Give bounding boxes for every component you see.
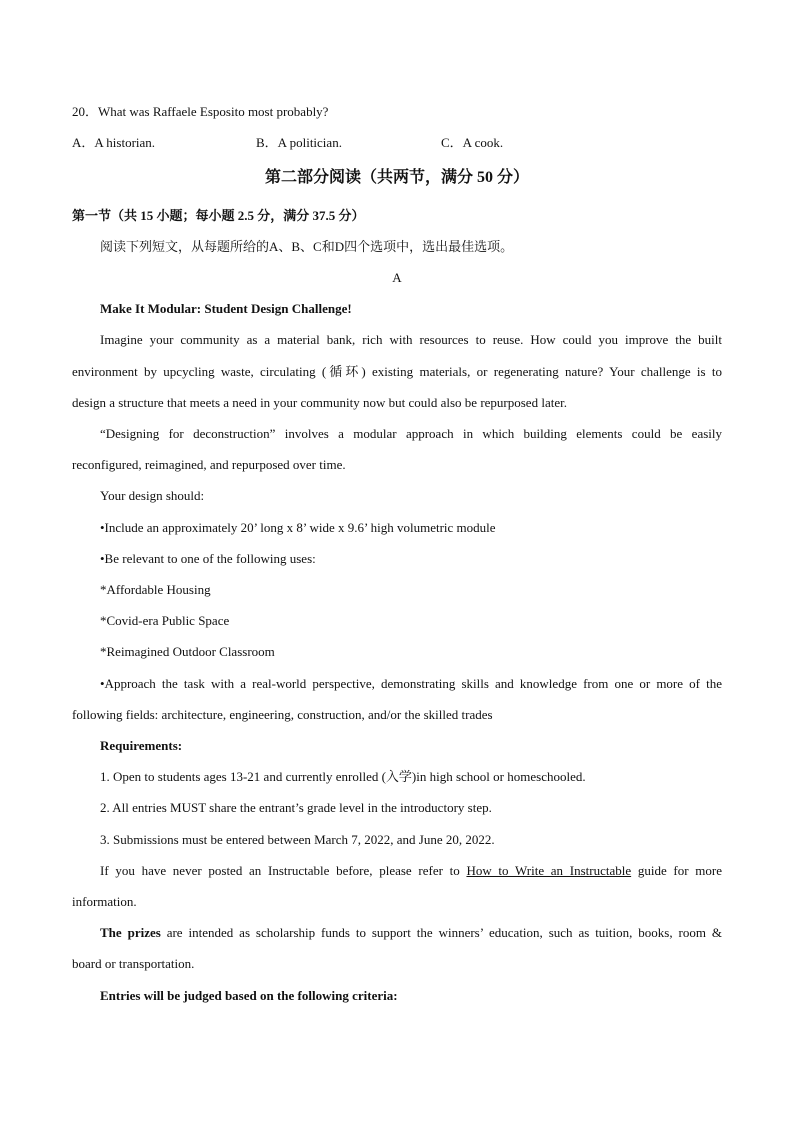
requirements-heading: Requirements: — [100, 738, 183, 753]
bullet-approach-line-1: •Approach the task with a real-world perspective, demonstrating skills and knowledge from one or more of the — [100, 676, 722, 691]
info-line-2: information. — [72, 894, 137, 909]
use-outdoor-classroom: *Reimagined Outdoor Classroom — [100, 644, 275, 659]
reading-instructions: 阅读下列短文，从每题所给的A、B、C和D四个选项中，选出最佳选项。 — [100, 239, 514, 254]
paragraph-1-line-1: Imagine your community as a material bank, rich with resources to reuse. How could you improve the built — [100, 332, 722, 347]
bullet-approach-line-2: following fields: architecture, engineering, construction, and/or the skilled trades — [72, 707, 493, 722]
section-one-title: 第一节（共 15 小题；每小题 2.5 分，满分 37.5 分） — [72, 208, 365, 223]
question-20-stem: 20．What was Raffaele Esposito most probably? — [72, 104, 329, 119]
how-to-write-instructable-link[interactable]: How to Write an Instructable — [466, 863, 632, 878]
info-text-after: guide for more — [631, 863, 722, 878]
paragraph-2-line-2: reconfigured, reimagined, and repurposed over time. — [72, 457, 346, 472]
info-text-before: If you have never posted an Instructable before, please refer to — [100, 863, 467, 878]
bullet-relevant-uses: •Be relevant to one of the following uses: — [100, 551, 316, 566]
prizes-line-2: board or transportation. — [72, 956, 195, 971]
prizes-line-1 — [72, 925, 722, 941]
info-line-1 — [72, 863, 722, 879]
passage-label: A — [392, 270, 402, 285]
passage-title: Make It Modular: Student Design Challenge! — [100, 301, 352, 316]
option-b: B．A politician. — [256, 135, 342, 150]
option-a: A．A historian. — [72, 135, 156, 150]
paragraph-1-line-3: design a structure that meets a need in your community now but could also be repurposed later. — [72, 395, 567, 410]
prizes-text: are intended as scholarship funds to support the winners’ education, such as tuition, books, room & — [160, 925, 722, 940]
use-public-space: *Covid-era Public Space — [100, 613, 230, 628]
criteria-heading: Entries will be judged based on the following criteria: — [100, 988, 398, 1003]
part-two-title: 第二部分阅读（共两节，满分 50 分） — [264, 169, 529, 186]
paragraph-2-line-1: “Designing for deconstruction” involves a modular approach in which building elements could be easily — [100, 426, 722, 441]
bullet-module-size: •Include an approximately 20’ long x 8’ wide x 9.6’ high volumetric module — [100, 520, 496, 535]
paragraph-1-line-2: environment by upcycling waste, circulating (循环) existing materials, or regenerating nature? Your challenge is to — [72, 364, 722, 379]
option-c: C．A cook. — [441, 135, 504, 150]
requirement-3: 3. Submissions must be entered between March 7, 2022, and June 20, 2022. — [100, 832, 495, 847]
requirement-2: 2. All entries MUST share the entrant’s grade level in the introductory step. — [100, 800, 492, 815]
prizes-label: The prizes — [100, 925, 161, 940]
design-intro: Your design should: — [100, 488, 205, 503]
use-affordable-housing: *Affordable Housing — [100, 582, 211, 597]
requirement-1: 1. Open to students ages 13-21 and currently enrolled (入学)in high school or homeschooled. — [100, 769, 586, 784]
